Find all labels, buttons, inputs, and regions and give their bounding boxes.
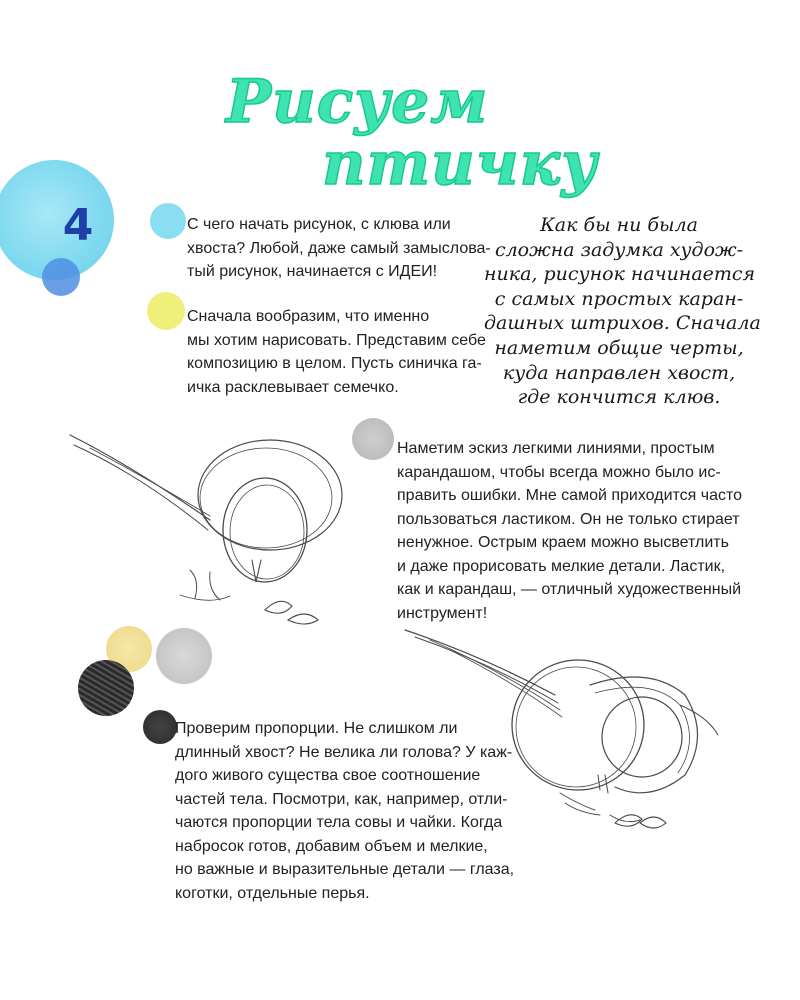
- body-circle: [512, 660, 644, 790]
- paragraph-composition: Сначала вообразим, что именно мы хотим нарисовать. Представим себе композицию в целом. Пусть синичка га- ичка расклевывает семечко.: [187, 308, 486, 396]
- gray-bullet-dot: [352, 418, 394, 460]
- paragraph-proportions: Проверим пропорции. Не слишком ли длинный хвост? Не велика ли голова? У каж- дого живого существа свое соотношение частей тела. Посмотри, как, например, отли- чаются пропорции тела совы и чайки. Когда набросок готов, добавим объем и мелкие, но важные и выразительные детали — глаза, коготки, отдельные перья.: [175, 720, 515, 902]
- dark-swatch-circle: [78, 660, 134, 716]
- yellow-bullet-dot: [147, 292, 185, 330]
- tail-lines: [70, 435, 210, 530]
- bird-sketch-circles: [60, 420, 340, 640]
- dark-bullet-dot: [143, 710, 177, 744]
- blue-decorative-dot: [42, 258, 80, 296]
- bird-sketch-detailed: [390, 625, 730, 850]
- page-title-line-1: Рисуем: [226, 67, 489, 137]
- cyan-bullet-dot: [150, 203, 186, 239]
- handwritten-note: Как бы ни была сложна задумка худож- ника, рисунок начинается с самых простых каран- дашных штрихов. Сначала наметим общие черты, куда направлен хвост, где кончится клюв.: [484, 214, 761, 409]
- paragraph-sketch: Наметим эскиз легкими линиями, простым карандашом, чтобы всегда можно было ис- править ошибки. Мне самой приходится часто пользоваться ластиком. Он не только стирает ненужное. Острым краем можно высветлить и даже прорисовать мелкие детали. Ластик, как и карандаш, — отличный художественный инструмент!: [397, 440, 743, 622]
- head-circle: [223, 478, 307, 582]
- page-number: 4: [62, 200, 94, 251]
- page-title-line-2: птичку: [322, 129, 599, 199]
- paragraph-idea: С чего начать рисунок, с клюва или хвоста? Любой, даже самый замыслова- тый рисунок, начинается с ИДЕИ!: [187, 216, 491, 280]
